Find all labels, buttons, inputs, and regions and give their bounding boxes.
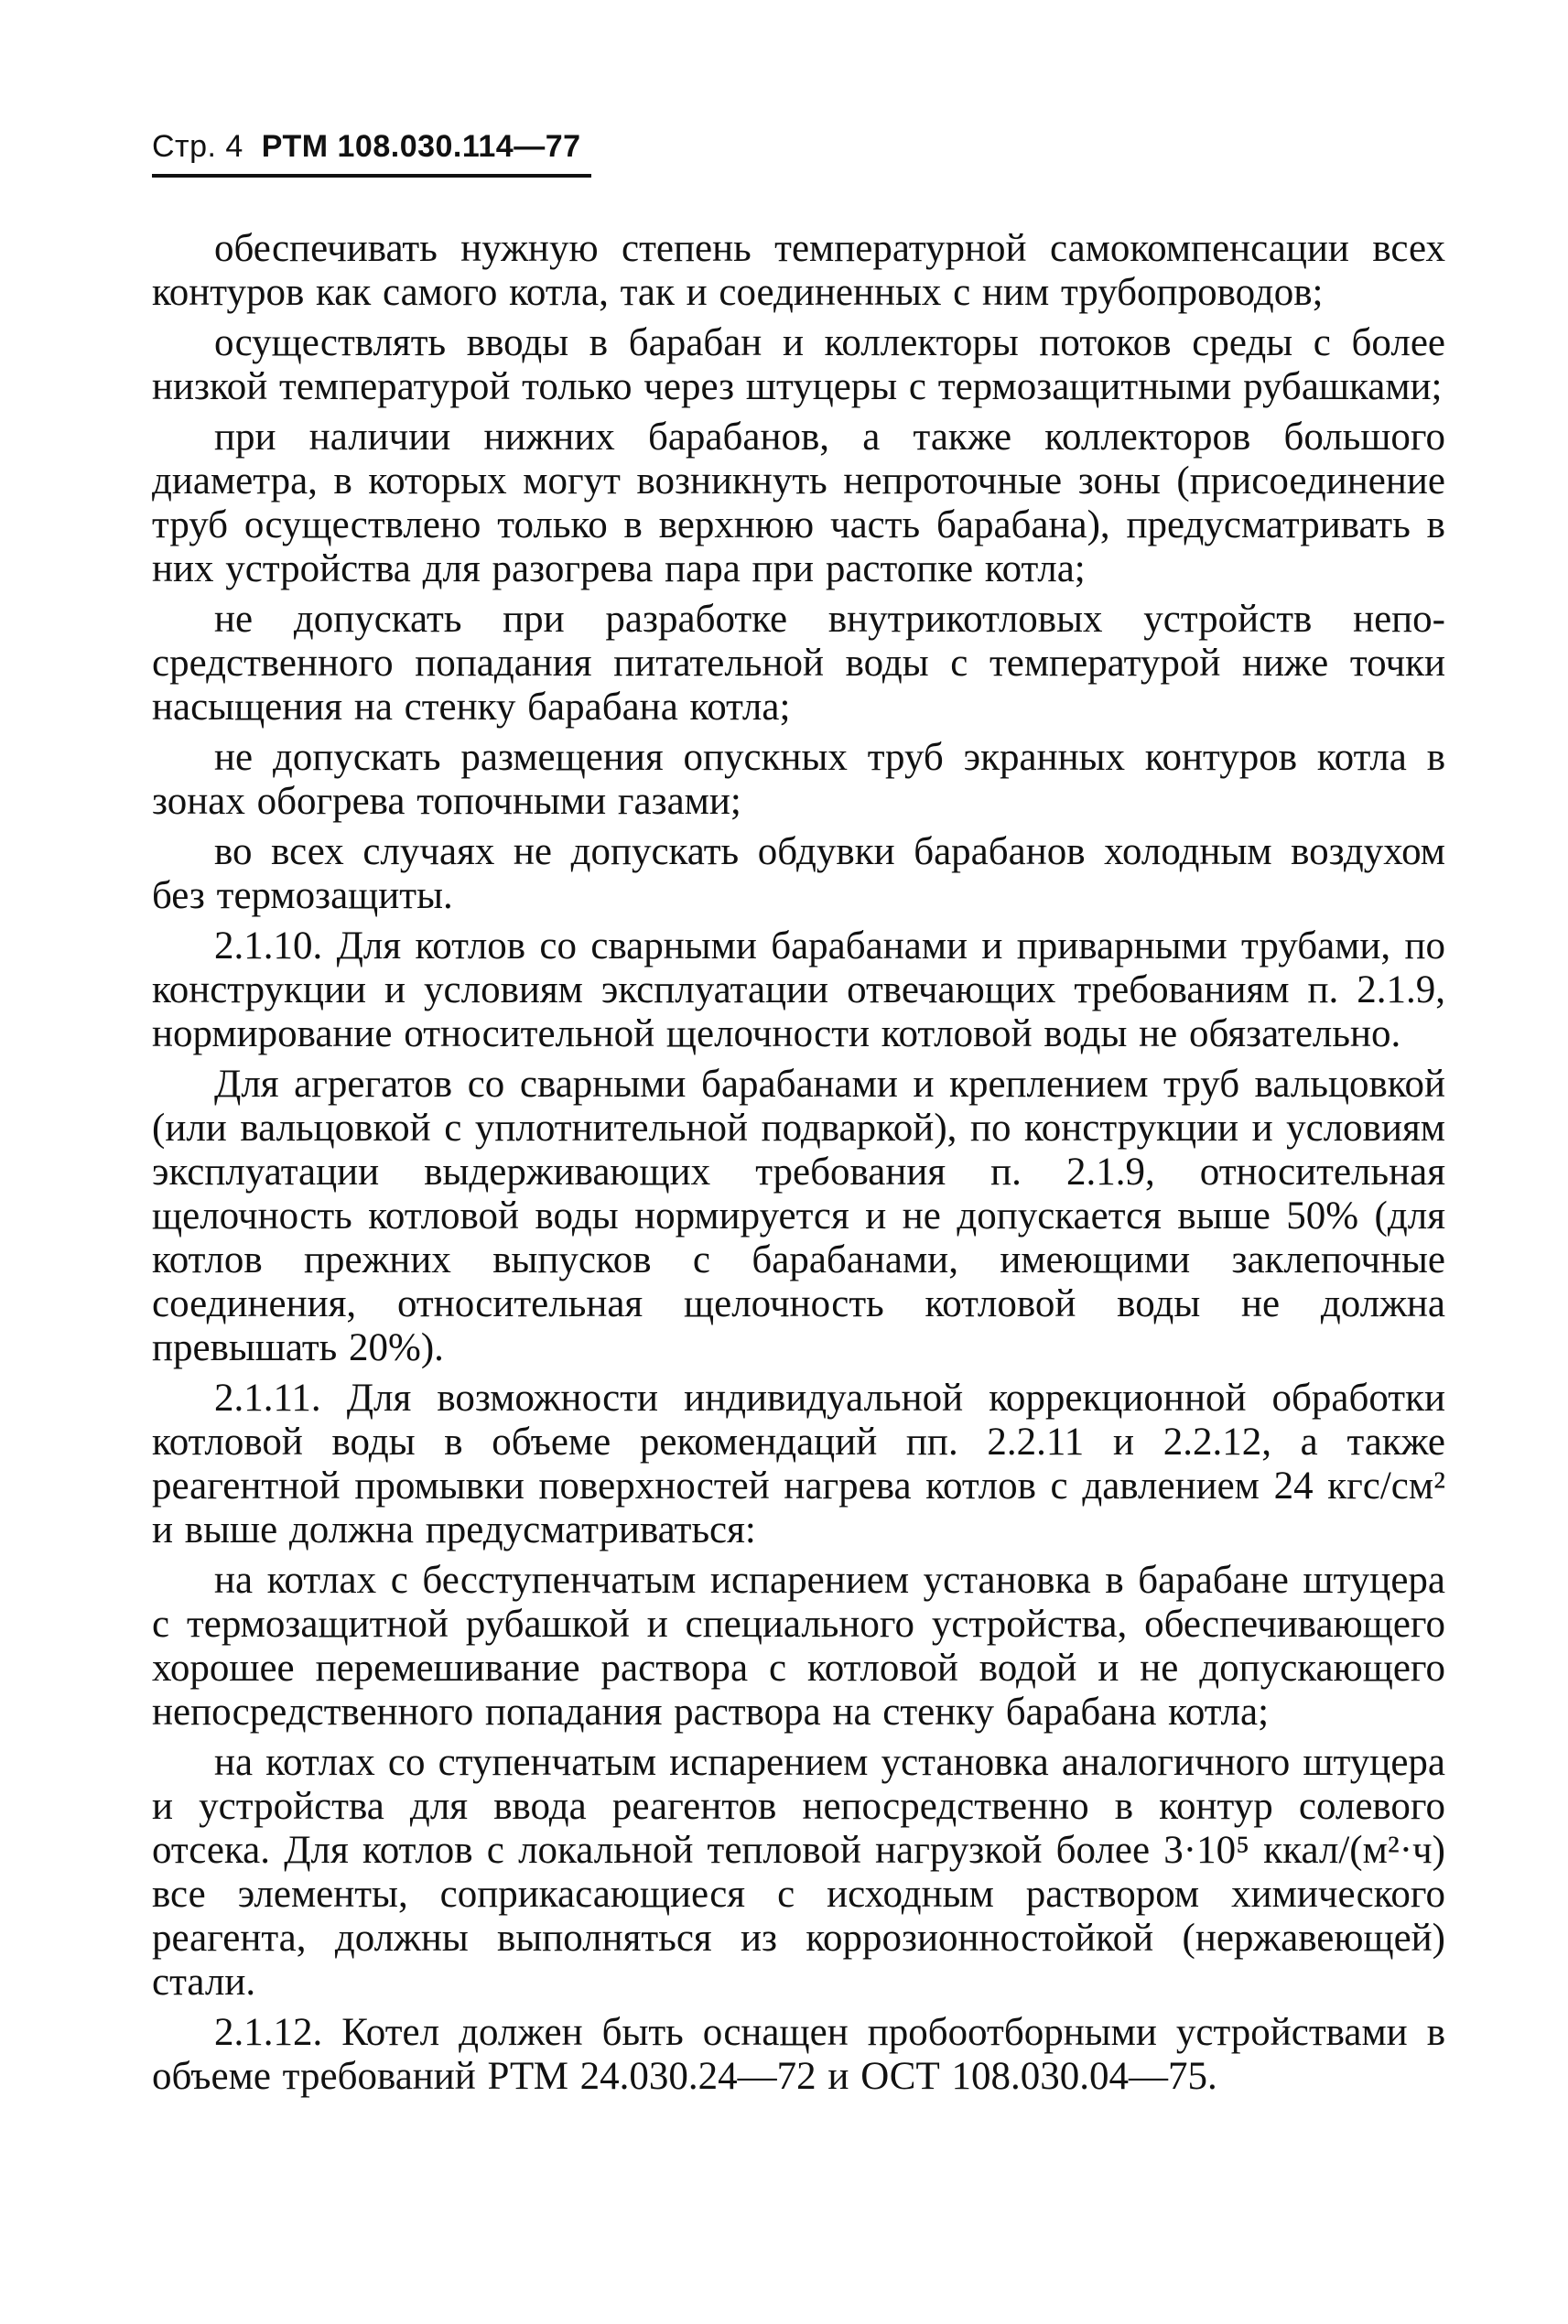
paragraph: не допускать при разработке внутрикотловых устройств непосредственного попадания питательной воды с температурой ниже точки насыщения на стенку барабана котла; [152, 598, 1445, 729]
paragraph: осуществлять вводы в барабан и коллекторы потоков среды с более низкой температурой только через штуцеры с термозащитными рубашками; [152, 321, 1445, 408]
header-underline [152, 174, 591, 178]
paragraph: во всех случаях не допускать обдувки барабанов холодным воздухом без термозащиты. [152, 830, 1445, 917]
running-header-text [152, 128, 591, 165]
paragraph: 2.1.11. Для возможности индивидуальной коррекционной обработки котловой воды в объеме рекомендаций пп. 2.2.11 и 2.2.12, а также реагентной промывки поверхностей нагрева котлов с давлением 24 кгс/см² и выше должна предусматриваться: [152, 1377, 1445, 1551]
page-number-label: Стр. 4 [152, 129, 243, 164]
running-header [152, 128, 591, 183]
body-text [152, 227, 1445, 2099]
paragraph: при наличии нижних барабанов, а также коллекторов большого диаметра, в которых могут возникнуть непроточные зоны (присоединение труб осуществлено только в верхнюю часть барабана), предусматривать в них устройства для разогрева пара при растопке котла; [152, 416, 1445, 590]
document-code: РТМ 108.030.114—77 [261, 129, 581, 164]
paragraph: на котлах со ступенчатым испарением установка аналогичного штуцера и устройства для ввода реагентов непосредственно в контур солевого отсека. Для котлов с локальной тепловой нагрузкой более 3·10⁵ ккал/(м²·ч) все элементы, соприкасающиеся с исходным раствором химического реагента, должны выполняться из коррозионностойкой (нержавеющей) стали. [152, 1741, 1445, 2004]
paragraph: Для агрегатов со сварными барабанами и креплением труб вальцовкой (или вальцовкой с уплотнительной подваркой), по конструкции и условиям эксплуатации выдерживающих требования п. 2.1.9, относительная щелочность котловой воды нормируется и не допускается выше 50% (для котлов прежних выпусков с барабанами, имеющими заклепочные соединения, относительная щелочность котловой воды не должна превышать 20%). [152, 1063, 1445, 1369]
paragraph: обеспечивать нужную степень температурной самокомпенсации всех контуров как самого котла, так и соединенных с ним трубопроводов; [152, 227, 1445, 314]
paragraph: 2.1.12. Котел должен быть оснащен пробоотборными устройствами в объеме требований РТМ 24.030.24—72 и ОСТ 108.030.04—75. [152, 2011, 1445, 2098]
paragraph: на котлах с бесступенчатым испарением установка в барабане штуцера с термозащитной рубашкой и специального устройства, обеспечивающего хорошее перемешивание раствора с котловой водой и не допускающего непосредственного попадания раствора на стенку барабана котла; [152, 1559, 1445, 1734]
paragraph: 2.1.10. Для котлов со сварными барабанами и приварными трубами, по конструкции и условиям эксплуатации отвечающих требованиям п. 2.1.9, нормирование относительной щелочности котловой воды не обязательно. [152, 924, 1445, 1055]
paragraph: не допускать размещения опускных труб экранных контуров котла в зонах обогрева топочными газами; [152, 736, 1445, 823]
